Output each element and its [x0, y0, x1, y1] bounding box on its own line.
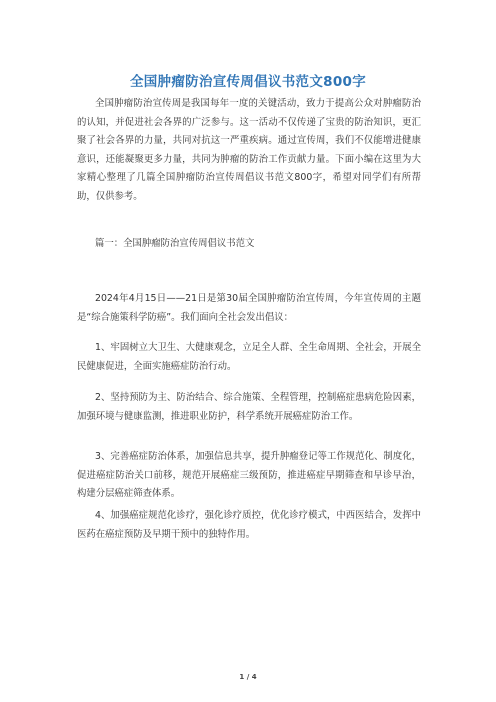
body-paragraph: 2024年4月15日——21日是第30届全国肿瘤防治宣传周，今年宣传周的主题是“综合施策科学防癌”。我们面向全社会发出倡议： [77, 293, 421, 323]
section-heading: 篇一：全国肿瘤防治宣传周倡议书范文 [95, 238, 255, 249]
body-paragraph: 3、完善癌症防治体系，加强信息共享，提升肿瘤登记等工作规范化、制度化，促进癌症防治关口前移，规范开展癌症三级预防，推进癌症早期筛查和早诊早治，构建分层癌症筛查体系。 [77, 451, 421, 499]
body-paragraph: 4、加强癌症规范化诊疗，强化诊疗质控，优化诊疗模式，中西医结合，发挥中医药在癌症预防及早期干预中的独特作用。 [77, 510, 421, 540]
intro-paragraph: 全国肿瘤防治宣传周是我国每年一度的关键活动，致力于提高公众对肿瘤防治的认知，并促进社会各界的广泛参与。这一活动不仅传递了宝贵的防治知识，更汇聚了社会各界的力量，共同对抗这一严重疾病。通过宣传周，我们不仅能增进健康意识，还能凝聚更多力量，共同为肿瘤的防治工作贡献力量。下面小编在这里为大家精心整理了几篇全国肿瘤防治宣传周倡议书范文800字，希望对同学们有所帮助，仅供参考。 [77, 98, 421, 202]
body-paragraph: 2、坚持预防为主、防治结合、综合施策、全程管理，控制癌症患病危险因素，加强环境与健康监测，推进职业防护，科学系统开展癌症防治工作。 [77, 392, 421, 422]
body-paragraph: 1、牢固树立大卫生、大健康观念，立足全人群、全生命周期、全社会，开展全民健康促进，全面实施癌症防治行动。 [77, 342, 421, 372]
document-title: 全国肿瘤防治宣传周倡议书范文800字 [129, 74, 367, 90]
page-indicator: 1 / 4 [239, 673, 257, 681]
